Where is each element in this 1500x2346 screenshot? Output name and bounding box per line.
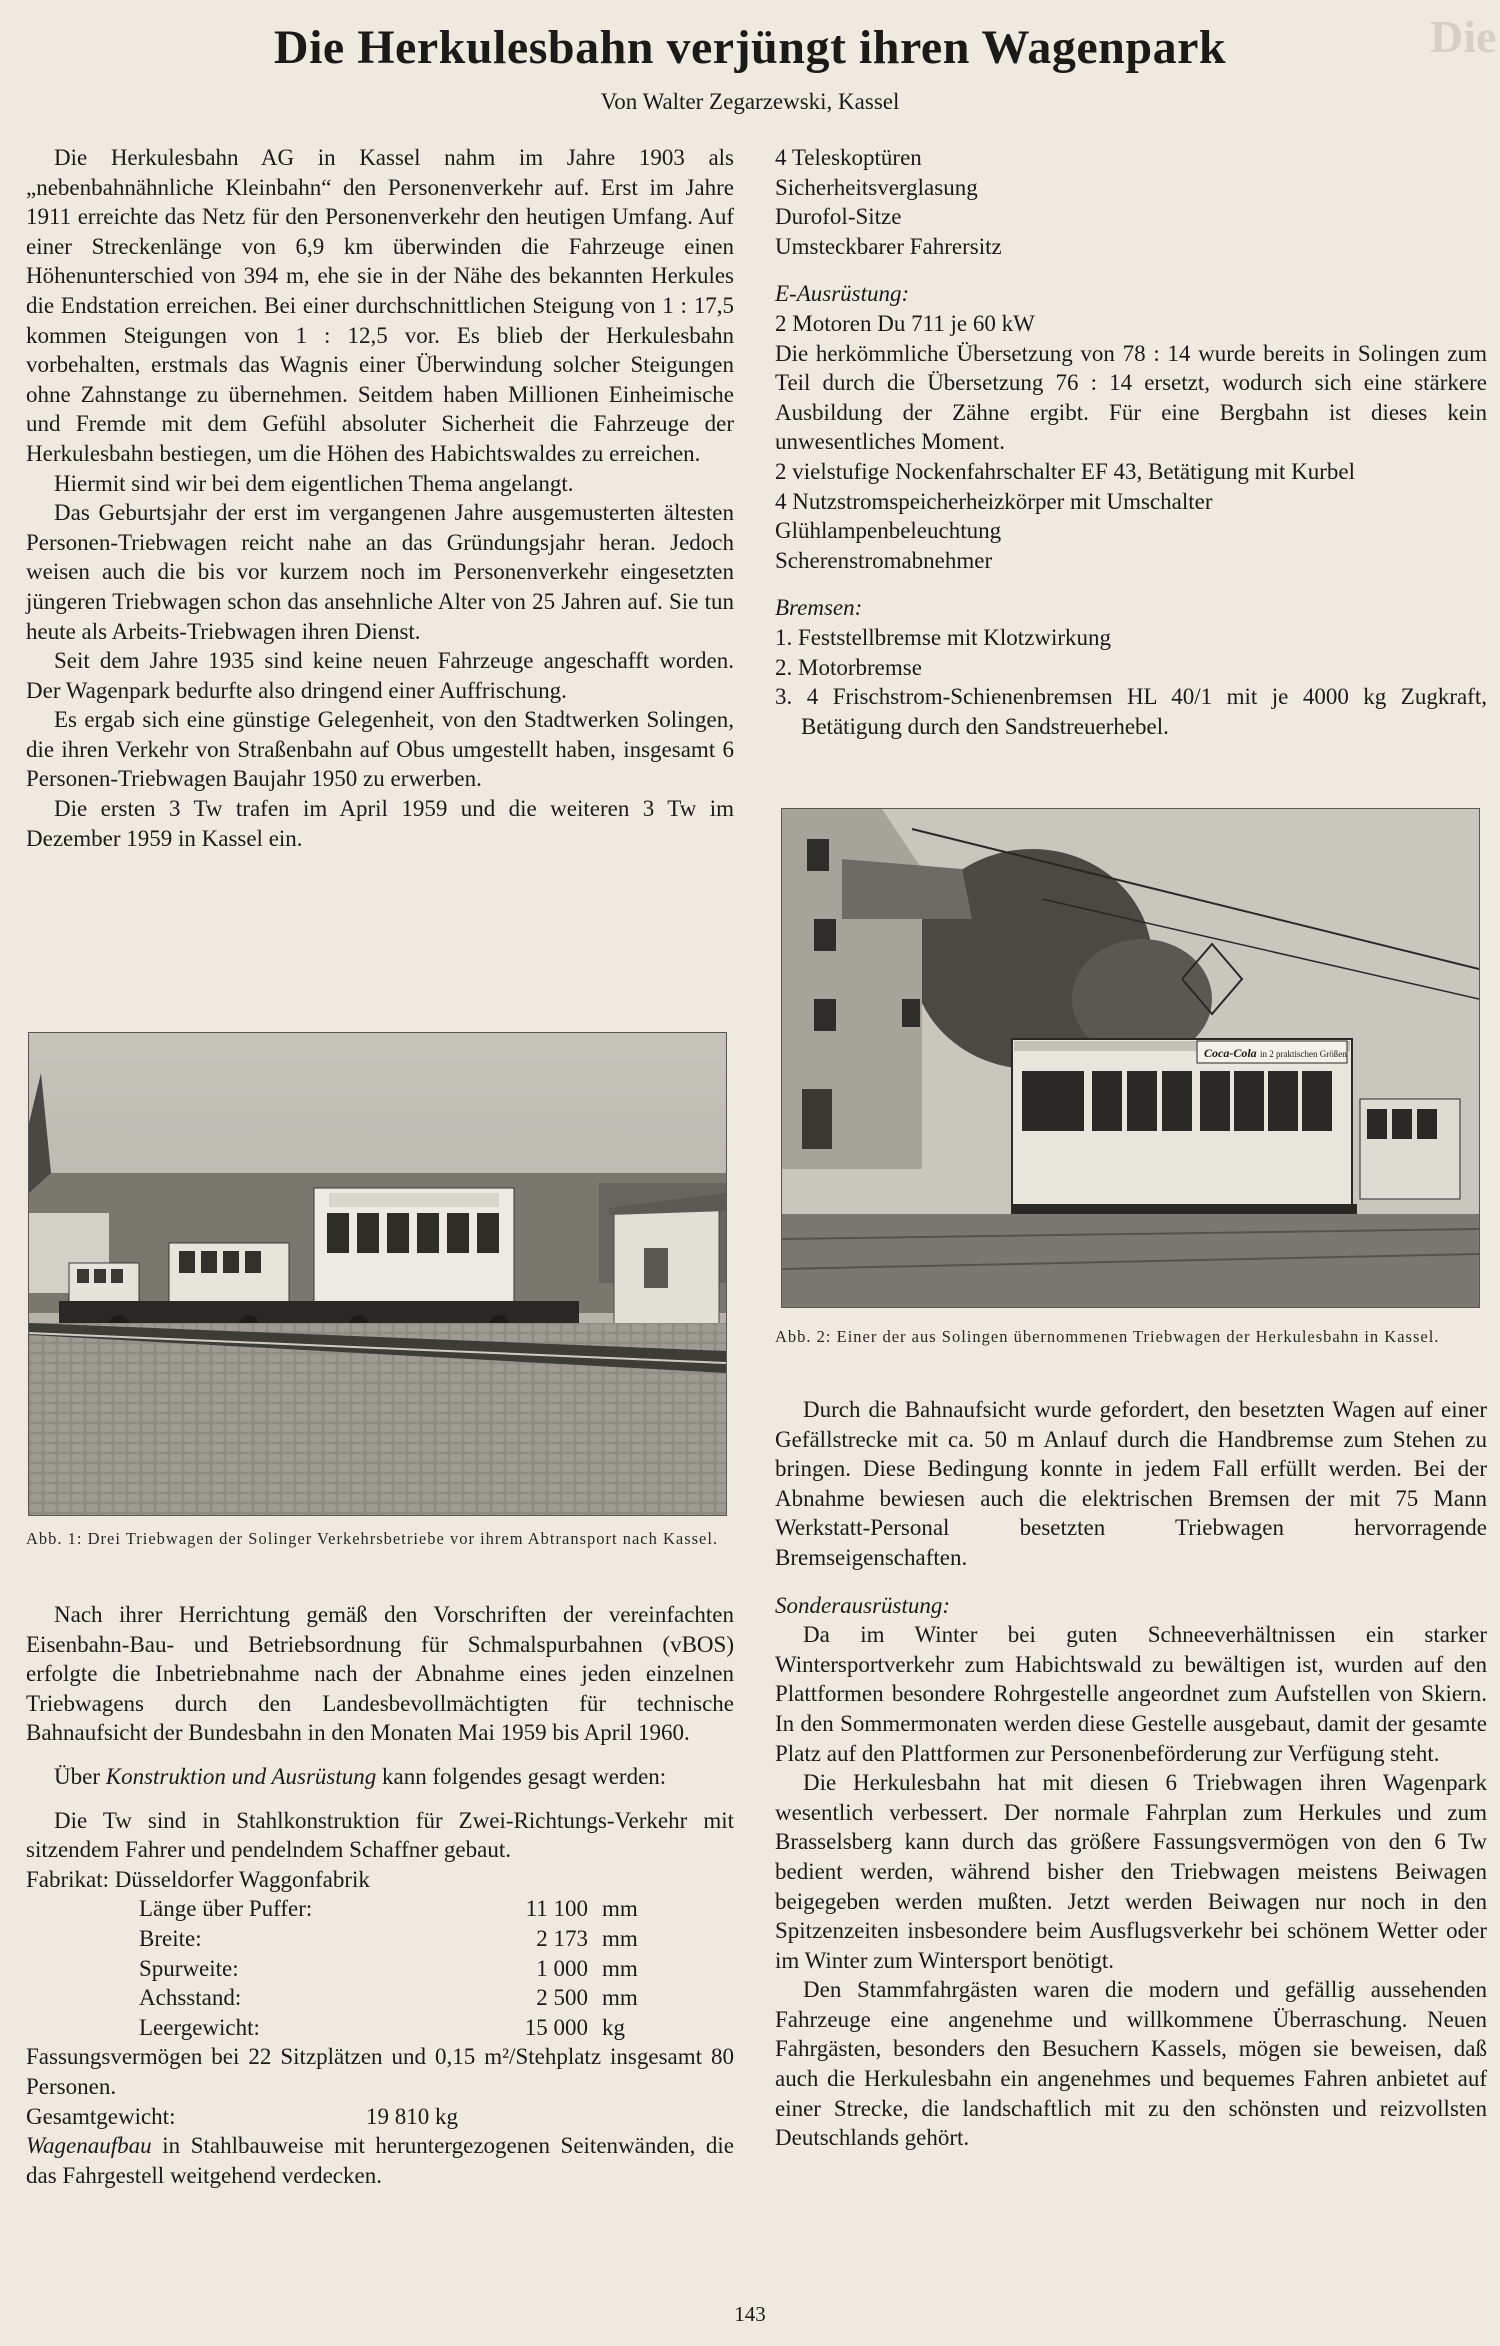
paragraph: Hiermit sind wir bei dem eigentlichen Thema angelangt. — [54, 470, 574, 496]
paragraph: Über Konstruktion und Ausrüstung kann folgendes gesagt werden: — [54, 1763, 667, 1789]
list-item: 2. Motorbremse — [775, 654, 922, 680]
list-item: 2 vielstufige Nockenfahrschalter EF 43, Betätigung mit Kurbel — [775, 458, 1355, 484]
paragraph: Das Geburtsjahr der erst im vergangenen Jahre ausgemusterten ältesten Personen-Triebwagen reicht nahe an das Gründungsjahr heran. Jedoch weisen auch die bis vor kurzem noch im Personenverkehr eingesetzten jüngeren Triebwagen schon das ansehnliche Alter von 25 Jahren auf. Sie tun heute als Arbeits-Triebwagen ihren Dienst. — [26, 500, 734, 644]
paragraph: Den Stammfahrgästen waren die modern und gefällig aussehenden Fahrzeuge eine angenehme und willkommene Überraschung. Neuen Fahrgästen, besonders den Besuchern Kassels, mögen sie beweisen, daß auch die Herkulesbahn ein angenehmes und bequemes Fahren anbietet auf einer Strecke, die landschaftlich mit zu den schönsten und reizvollsten Deutschlands gehört. — [775, 1977, 1487, 2151]
spec-row: Länge über Puffer: 11 100 mm — [139, 1896, 638, 1922]
article-byline: Von Walter Zegarzewski, Kassel — [600, 89, 900, 114]
manufacturer-line: Fabrikat: Düsseldorfer Waggonfabrik — [26, 1866, 370, 1892]
tram-street-photo — [782, 809, 1479, 1307]
figure-1-photo — [28, 1032, 727, 1516]
article-title: Die Herkulesbahn verjüngt ihren Wagenpark — [273, 21, 1227, 74]
list-item: 4 Teleskoptüren — [775, 145, 922, 170]
list-item: Durofol-Sitze — [775, 204, 902, 230]
paragraph: Die ersten 3 Tw trafen im April 1959 und die weiteren 3 Tw im Dezember 1959 in Kassel ein. — [26, 796, 734, 851]
section-heading: Sonderausrüstung: — [775, 1592, 951, 1618]
paragraph: Nach ihrer Herrichtung gemäß den Vorschriften der vereinfachten Eisenbahn-Bau- und Betriebsordnung für Schmalspurbahnen (vBOS) erfolgte die Inbetriebnahme nach der Abnahme eines jeden einzelnen Triebwagens durch den Landesbevollmächtigten für technische Bahnaufsicht der Bundesbahn in den Monaten Mai 1959 bis April 1960. — [26, 1602, 734, 1746]
list-item: 1. Feststellbremse mit Klotzwirkung — [775, 624, 1112, 650]
list-item: Scherenstromabnehmer — [775, 547, 993, 573]
emphasis: Wagenaufbau — [26, 2133, 152, 2159]
paragraph: Die herkömmliche Übersetzung von 78 : 14 wurde bereits in Solingen zum Teil durch die Übersetzung 76 : 14 ersetzt, wodurch sich eine stärkere Ausbildung der Zähne ergibt. Für eine Bergbahn ist dieses kein unwesentliches Moment. — [775, 340, 1487, 455]
paragraph: Durch die Bahnaufsicht wurde gefordert, den besetzten Wagen auf einer Gefällstrecke mit ca. 50 m Anlauf durch die Handbremse zum Stehen zu bringen. Diese Bedingung konnte in jedem Fall erfüllt werden. Bei der Abnahme bewiesen auch die elektrischen Bremsen der mit 75 Mann Werkstatt-Personal besetzten Triebwagen hervorragende Bremseigenschaften. — [775, 1397, 1487, 1570]
list-item: Sicherheitsverglasung — [775, 174, 978, 200]
right-column-bottom — [775, 1395, 1487, 2153]
figure-2-caption: Abb. 2: Einer der aus Solingen übernommenen Triebwagen der Herkulesbahn in Kassel. — [775, 1327, 1440, 1346]
capacity-line: Fassungsvermögen bei 22 Sitzplätzen und 0,15 m²/Stehplatz insgesamt 80 Personen. — [26, 2044, 734, 2099]
figure-1-caption: Abb. 1: Drei Triebwagen der Solinger Verkehrsbetriebe vor ihrem Abtransport nach Kassel. — [26, 1529, 719, 1548]
paragraph: Seit dem Jahre 1935 sind keine neuen Fahrzeuge angeschafft worden. Der Wagenpark bedurfte also dringend einer Auffrischung. — [26, 648, 734, 703]
list-item: 4 Nutzstromspeicherheizkörper mit Umschalter — [775, 488, 1213, 514]
paragraph: Es ergab sich eine günstige Gelegenheit, von den Stadtwerken Solingen, die ihren Verkehr von Straßenbahn auf Obus umgestellt haben, insgesamt 6 Personen-Triebwagen Baujahr 1950 zu erwerben. — [26, 707, 734, 792]
paragraph: Die Herkulesbahn hat mit diesen 6 Triebwagen ihren Wagenpark wesentlich verbessert. Der normale Fahrplan zum Herkules und zum Brasselsberg kann durch das größere Fassungsvermögen von den 6 Tw bedient werden, während bisher den Triebwagen meistens Beiwagen beigegeben werden mußten. Jetzt werden Beiwagen nur noch in den Spitzenzeiten insbesondere beim Ausflugsverkehr bei schönem Wetter oder im Winter zum Wintersport benötigt. — [775, 1770, 1487, 1973]
total-weight-line: Gesamtgewicht: 19 810 kg — [26, 2103, 458, 2129]
list-item: Umsteckbarer Fahrersitz — [775, 233, 1002, 259]
figure-2-photo — [781, 808, 1480, 1308]
paragraph: Wagenaufbau in Stahlbauweise mit heruntergezogenen Seitenwänden, die das Fahrgestell weitgehend verdecken. — [26, 2133, 734, 2188]
list-item: Glühlampenbeleuchtung — [775, 518, 1002, 544]
paragraph: Die Herkulesbahn AG in Kassel nahm im Jahre 1903 als „nebenbahnähnliche Kleinbahn“ den Personenverkehr auf. Erst im Jahre 1911 erreichte das Netz für den Personenverkehr den heutigen Umfang. Auf einer Streckenlänge von 6,9 km überwinden die Fahrzeuge einen Höhenunterschied von 394 m, ehe sie in der Nähe des bekannten Herkules die Endstation erreichen. Bei einer durchschnittlichen Steigung von 1 : 17,5 kommen Steigungen von 1 : 12,5 vor. Es blieb der Herkulesbahn vorbehalten, erstmals das Wagnis einer Überwindung solcher Steigungen ohne Zahnstange zu übernehmen. Seitdem haben Millionen Einheimische und Fremde mit dem Gefühl absoluter Sicherheit die Fahrzeuge der Herkulesbahn bestiegen, um die Höhen des Habichtswaldes zu erreichen. — [26, 145, 734, 466]
spec-row: Breite: 2 173 mm — [139, 1925, 638, 1951]
paragraph: Die Tw sind in Stahlkonstruktion für Zwei-Richtungs-Verkehr mit sitzendem Fahrer und pendelndem Schaffner gebaut. — [26, 1807, 734, 1863]
paragraph: Da im Winter bei guten Schneeverhältnissen ein starker Wintersportverkehr zum Habichtswald zu bewältigen ist, wurden auf den Plattformen besondere Rohrgestelle angeordnet zum Aufstellen von Skiern. In den Sommermonaten werden diese Gestelle ausgebaut, damit der gesamte Platz auf den Plattformen zur Personenbeförderung zur Verfügung steht. — [775, 1622, 1487, 1766]
list-item: 3. 4 Frischstrom-Schienenbremsen HL 40/1 mit je 4000 kg Zugkraft, Betätigung durch den Sandstreuerhebel. — [775, 684, 1487, 739]
spec-row: Leergewicht: 15 000 kg — [139, 2014, 625, 2040]
right-column-top — [775, 143, 1487, 741]
sign-logo: Coca-Cola — [1204, 1046, 1257, 1060]
spec-row: Achsstand: 2 500 mm — [139, 1985, 638, 2011]
emphasis: Konstruktion und Ausrüstung — [105, 1763, 377, 1789]
bleed-through-text: Die — [1430, 11, 1497, 62]
list-item: 2 Motoren Du 711 je 60 kW — [775, 310, 1035, 336]
sign-text: in 2 praktischen Größen — [1260, 1049, 1347, 1059]
left-column-bottom — [26, 1600, 734, 2190]
page-number: 143 — [734, 2302, 766, 2326]
spec-table — [139, 1894, 734, 2042]
section-heading: Bremsen: — [775, 595, 863, 621]
left-column-top — [26, 143, 734, 853]
tram-convoy-photo — [29, 1033, 726, 1515]
section-heading: E-Ausrüstung: — [775, 281, 910, 307]
spec-row: Spurweite: 1 000 mm — [139, 1955, 638, 1981]
